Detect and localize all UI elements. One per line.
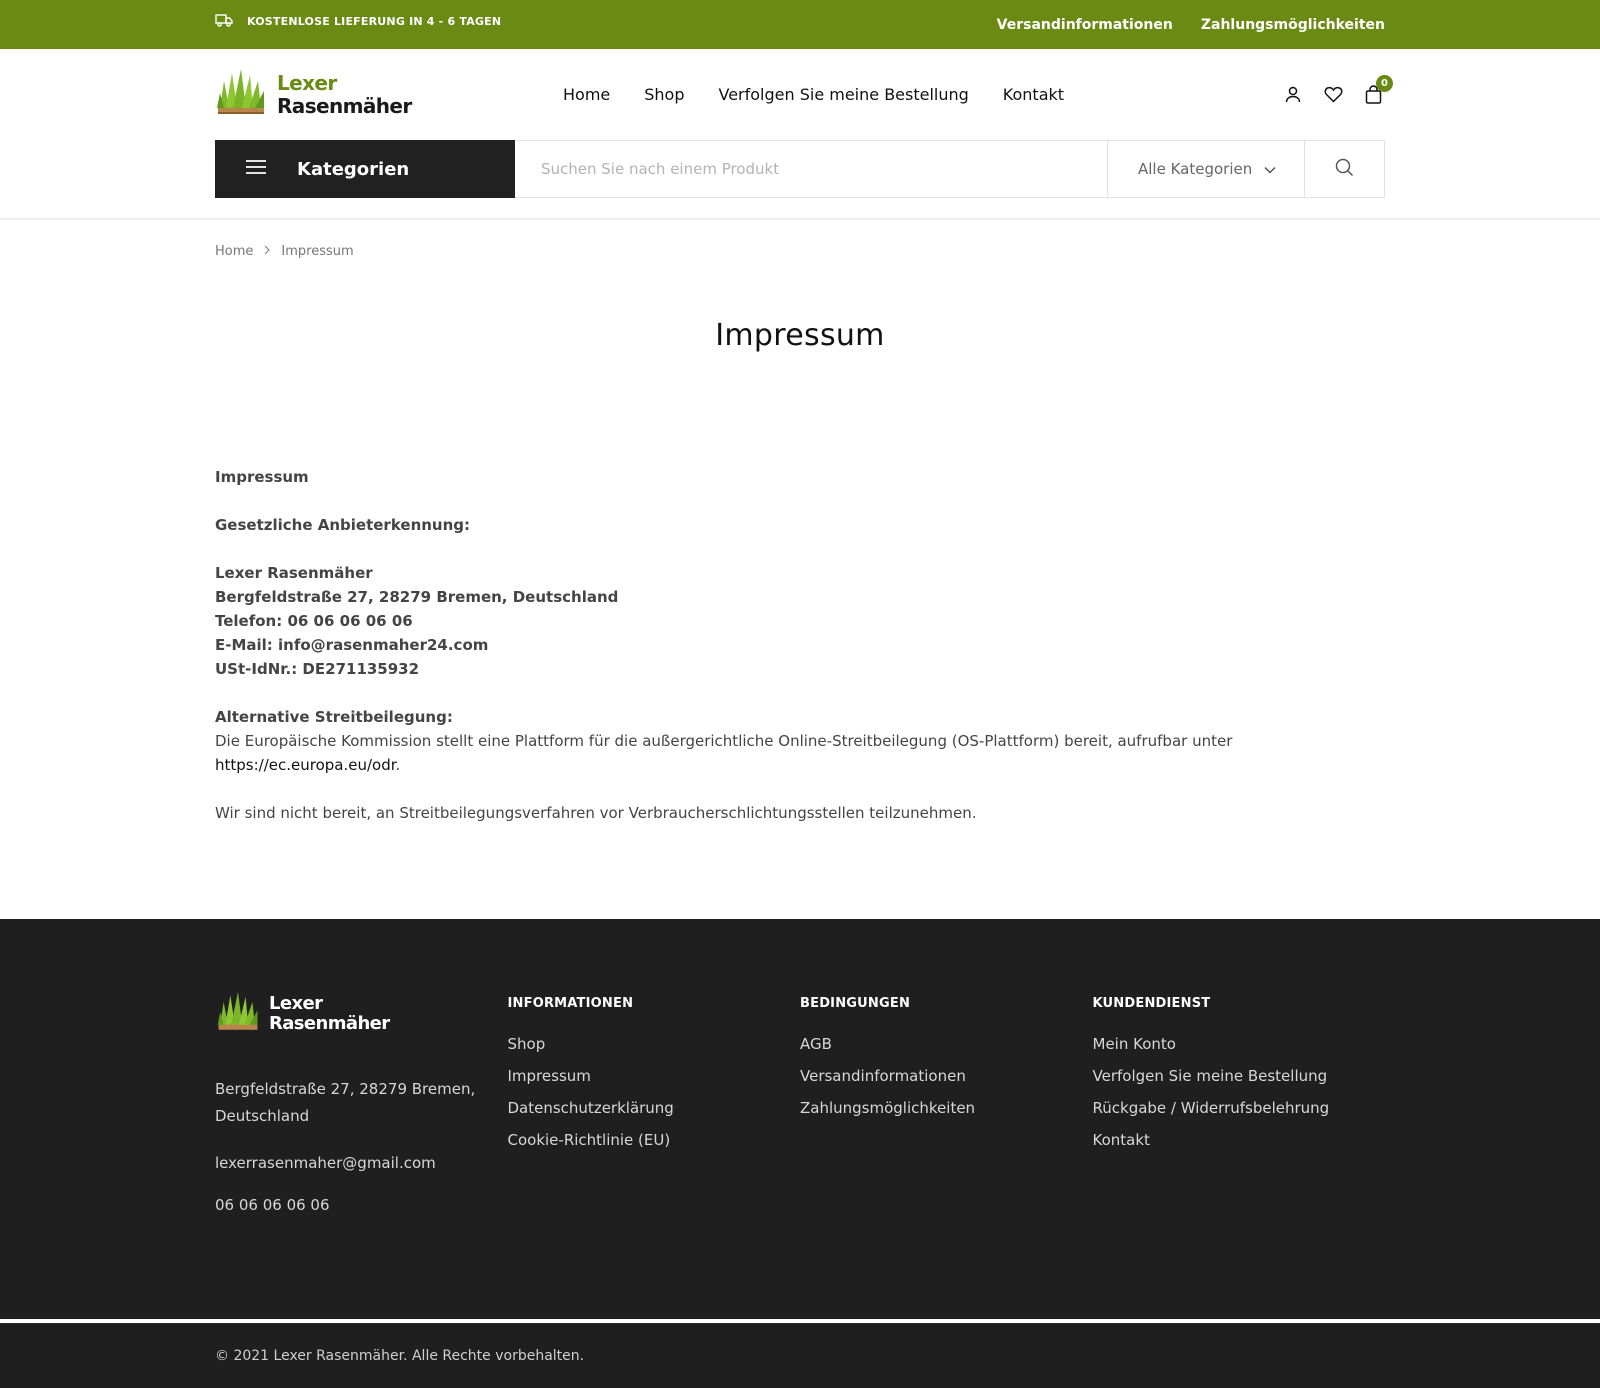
dispute-paragraph — [215, 729, 1385, 777]
content-heading: Impressum — [215, 468, 309, 486]
footer-column-title: INFORMATIONEN — [507, 996, 634, 1011]
search-button[interactable] — [1304, 141, 1384, 197]
footer-logo-line1: Lexer — [269, 993, 323, 1014]
top-link-versand[interactable]: Versandinformationen — [996, 16, 1173, 33]
footer-link-cookie[interactable]: Cookie-Richtlinie (EU) — [507, 1131, 671, 1149]
shipping-promo — [215, 13, 501, 30]
footer-logo-wordmark — [269, 994, 390, 1034]
footer-link-impressum[interactable]: Impressum — [507, 1067, 591, 1085]
company-address: Bergfeldstraße 27, 28279 Bremen, Deutschland — [215, 588, 619, 606]
footer-link-shop[interactable]: Shop — [507, 1035, 546, 1053]
top-link-zahlung[interactable]: Zahlungsmöglichkeiten — [1200, 16, 1385, 33]
footer-link-account[interactable]: Mein Konto — [1092, 1035, 1176, 1053]
search-row — [0, 140, 1600, 220]
copyright-bar — [0, 1323, 1600, 1388]
breadcrumb — [215, 220, 1385, 260]
nav-track-order[interactable]: Verfolgen Sie meine Bestellung — [718, 85, 969, 104]
copyright-text: © 2021 Lexer Rasenmäher. Alle Rechte vorbehalten. — [215, 1348, 585, 1364]
categories-button[interactable] — [215, 140, 515, 198]
user-icon[interactable] — [1283, 85, 1303, 105]
footer-link-track-order[interactable]: Verfolgen Sie meine Bestellung — [1092, 1067, 1328, 1085]
company-email: E-Mail: info@rasenmaher24.com — [215, 636, 489, 654]
provider-label: Gesetzliche Anbieterkennung: — [215, 516, 471, 534]
odr-link[interactable]: https://ec.europa.eu/odr — [215, 756, 396, 774]
nav-shop[interactable]: Shop — [644, 85, 685, 104]
cart-count-badge: 0 — [1376, 75, 1393, 92]
grass-logo-icon — [215, 67, 267, 123]
categories-label: Kategorien — [297, 158, 410, 180]
footer-link-contact[interactable]: Kontakt — [1092, 1131, 1150, 1149]
nav-contact[interactable]: Kontakt — [1002, 85, 1065, 104]
promo-text: KOSTENLOSE LIEFERUNG IN 4 - 6 TAGEN — [247, 15, 502, 28]
logo-line2: Rasenmäher — [277, 93, 412, 118]
footer-link-returns[interactable]: Rückgabe / Widerrufsbelehrung — [1092, 1099, 1330, 1117]
search-input[interactable] — [515, 141, 1107, 197]
grass-logo-icon — [215, 990, 261, 1038]
footer-address-line1: Bergfeldstraße 27, 28279 Bremen, — [215, 1080, 476, 1098]
nav-home[interactable]: Home — [563, 85, 611, 104]
footer-brand-column — [215, 990, 508, 1214]
footer-address — [215, 1076, 508, 1130]
no-participation-text: Wir sind nicht bereit, an Streitbeilegungsverfahren vor Verbraucherschlichtungsstellen teilzunehmen. — [215, 804, 977, 822]
dispute-label: Alternative Streitbeilegung: — [215, 708, 453, 726]
truck-icon — [215, 13, 233, 30]
site-header — [0, 49, 1600, 140]
chevron-down-icon — [1264, 160, 1276, 178]
company-vat: USt-IdNr.: DE271135932 — [215, 660, 420, 678]
breadcrumb-current: Impressum — [281, 243, 354, 259]
dispute-text: Die Europäische Kommission stellt eine Plattform für die außergerichtliche Online-Streitbeilegung (OS-Plattform) bereit, aufrufbar unter — [215, 732, 1233, 750]
chevron-right-icon — [263, 244, 271, 259]
category-select-value: Alle Kategorien — [1138, 160, 1253, 178]
footer-column-title: BEDINGUNGEN — [800, 996, 911, 1011]
footer-logo-line2: Rasenmäher — [269, 1013, 390, 1034]
footer-link-zahlung[interactable]: Zahlungsmöglichkeiten — [800, 1099, 976, 1117]
footer-phone: 06 06 06 06 06 — [215, 1196, 330, 1214]
top-links — [997, 17, 1385, 33]
dispute-end: . — [395, 756, 401, 774]
footer-address-line2: Deutschland — [215, 1107, 310, 1125]
hamburger-icon — [245, 159, 267, 180]
footer-link-agb[interactable]: AGB — [800, 1035, 832, 1053]
footer-logo[interactable] — [215, 990, 508, 1038]
top-bar — [0, 0, 1600, 49]
bag-icon[interactable] — [1363, 77, 1388, 105]
page-title: Impressum — [715, 318, 885, 353]
site-logo[interactable] — [215, 67, 563, 123]
footer-column-bedingungen — [800, 990, 1093, 1214]
category-select[interactable] — [1107, 141, 1304, 197]
impressum-content — [215, 465, 1385, 825]
search-icon — [1335, 158, 1354, 181]
footer-column-kundendienst — [1093, 990, 1386, 1214]
footer-email: lexerrasenmaher@gmail.com — [215, 1154, 436, 1172]
breadcrumb-home[interactable]: Home — [215, 243, 254, 259]
header-icons — [1283, 77, 1388, 105]
footer-link-versand[interactable]: Versandinformationen — [800, 1067, 966, 1085]
search-box — [515, 140, 1385, 198]
heart-icon[interactable] — [1323, 85, 1343, 105]
main-nav — [563, 85, 1064, 104]
footer-column-informationen — [508, 990, 801, 1214]
company-name: Lexer Rasenmäher — [215, 564, 373, 582]
footer-link-datenschutz[interactable]: Datenschutzerklärung — [507, 1099, 674, 1117]
footer-column-title: KUNDENDIENST — [1092, 996, 1211, 1011]
company-phone: Telefon: 06 06 06 06 06 — [215, 612, 413, 630]
logo-wordmark — [277, 72, 412, 118]
logo-line1: Lexer — [277, 70, 337, 95]
site-footer — [0, 919, 1600, 1319]
